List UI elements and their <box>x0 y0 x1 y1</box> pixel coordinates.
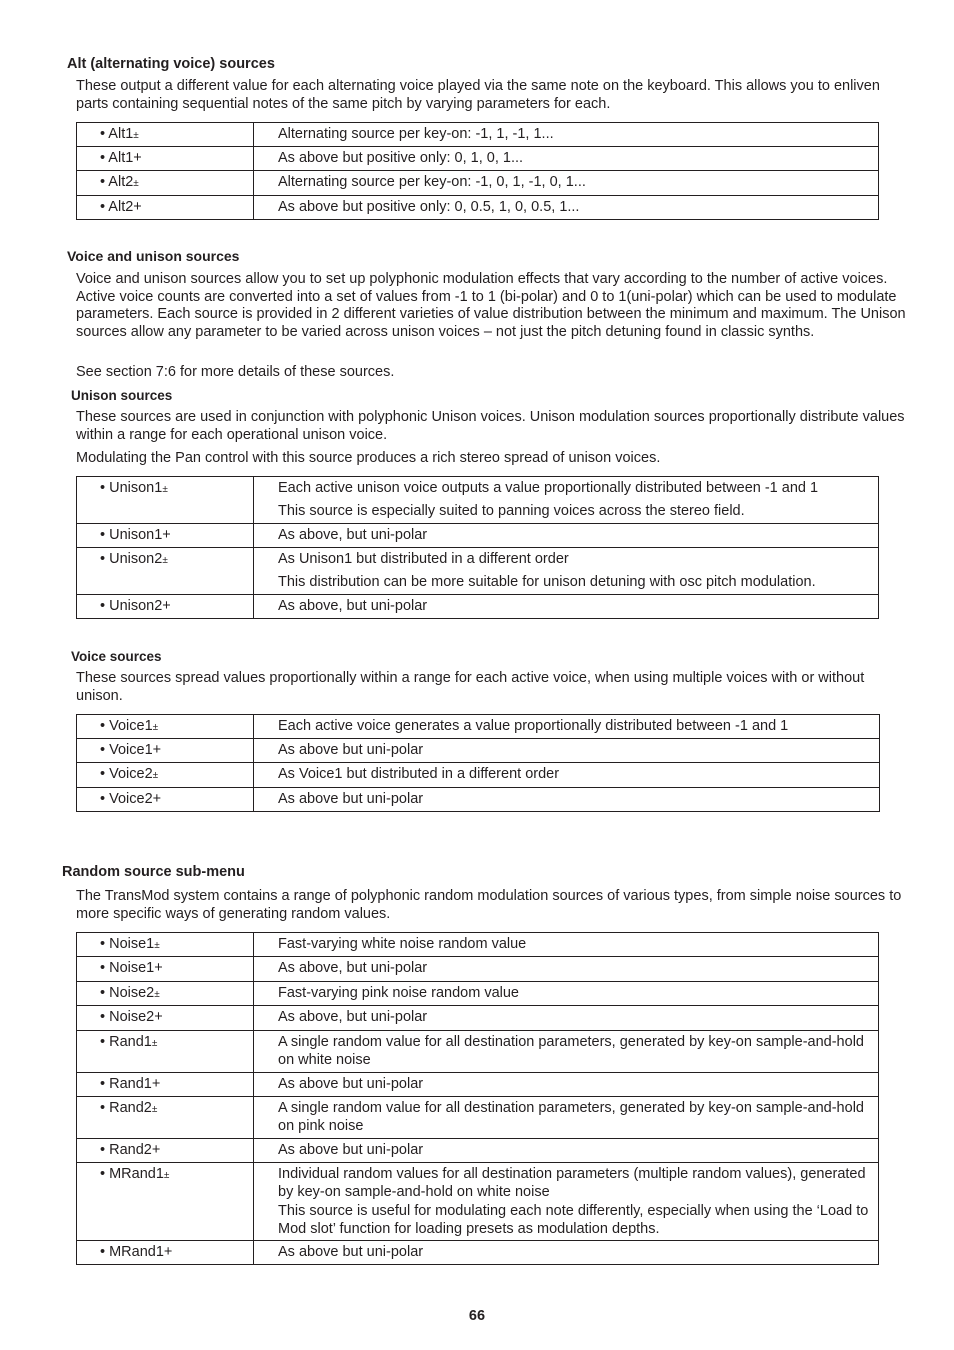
source-description: This distribution can be more suitable for unison detuning with osc pitch modulation. <box>278 573 816 590</box>
source-description-cell <box>254 524 879 548</box>
source-name: • Rand1 <box>100 1034 152 1050</box>
source-description-cell <box>254 147 879 171</box>
source-name: • Voice1 <box>100 718 153 734</box>
source-name-cell <box>77 1139 254 1163</box>
table-row <box>77 739 880 763</box>
source-description-cell <box>254 1006 879 1031</box>
source-name-cell <box>77 1031 254 1073</box>
polarity-symbol: ± <box>151 1104 158 1115</box>
source-description: As above but uni-polar <box>278 742 424 758</box>
source-name: • Unison1 <box>100 480 163 496</box>
source-description: As above but positive only: 0, 1, 0, 1... <box>278 150 524 166</box>
source-name: • Alt2+ <box>100 199 142 215</box>
source-description-cell <box>254 595 879 619</box>
source-description: Fast-varying white noise random value <box>278 936 527 952</box>
table-row <box>77 1073 879 1097</box>
source-name: • Rand1+ <box>100 1076 161 1092</box>
source-name: • Noise1+ <box>100 960 163 976</box>
source-name-cell <box>77 196 254 220</box>
polarity-symbol: ± <box>133 178 139 189</box>
source-name: • Unison2+ <box>100 598 171 614</box>
source-description: As above, but uni-polar <box>278 598 428 614</box>
table-row <box>77 1006 879 1031</box>
source-name-cell <box>77 739 254 763</box>
unison-intro-1: These sources are used in conjunction with polyphonic Unison voices. Unison modulation sources proportionally distribute values within a range for each operational unison voice. <box>76 409 905 443</box>
source-description-cell <box>254 763 880 788</box>
source-name: • Alt1+ <box>100 150 142 166</box>
table-row <box>77 957 879 982</box>
source-description: Alternating source per key-on: -1, 1, -1, 1... <box>278 126 554 142</box>
source-name: • Unison1+ <box>100 527 171 543</box>
source-description-cell <box>254 123 879 147</box>
polarity-symbol: ± <box>162 484 168 495</box>
table-row <box>77 715 880 739</box>
source-description-cell <box>254 1163 879 1241</box>
source-description: As above but uni-polar <box>278 791 424 807</box>
alt-table-body <box>77 123 879 220</box>
random-heading: Random source sub-menu <box>62 864 245 880</box>
source-name: • Rand2+ <box>100 1142 161 1158</box>
source-description-cell <box>254 1241 879 1265</box>
source-description-cell <box>254 982 879 1006</box>
source-description-cell <box>254 1031 879 1073</box>
voice-unison-intro: Voice and unison sources allow you to set up polyphonic modulation effects that vary according to the number of active voices. Active voice counts are converted into a set of values from -1 to 1 (bi-polar) and 0 to 1(uni-polar) which can be used to modulate parameters. Each source is provided in 2 different varieties of value distribution between the minimum and maximum. The Unison sources allow any parameter to be varied across unison voices – not just the pitch detuning found in classic synths. <box>76 271 906 340</box>
source-description: A single random value for all destination parameters, generated by key-on sample-and-hold on white noise <box>278 1034 864 1068</box>
page-number: 66 <box>468 1308 486 1324</box>
source-name: • Voice2 <box>100 766 153 782</box>
source-name: • Noise2 <box>100 985 155 1001</box>
source-description: As above but uni-polar <box>278 1076 424 1092</box>
random-intro: The TransMod system contains a range of polyphonic random modulation sources of various types, from simple noise sources to more specific ways of generating random values. <box>76 888 902 922</box>
table-row <box>77 1163 879 1241</box>
table-row <box>77 147 879 171</box>
source-name-cell <box>77 715 254 739</box>
table-row <box>77 788 880 812</box>
random-table <box>76 932 879 1265</box>
source-name-cell <box>77 788 254 812</box>
source-name: • Alt1 <box>100 126 134 142</box>
source-description: This source is especially suited to panning voices across the stereo field. <box>278 502 745 519</box>
unison-intro-2: Modulating the Pan control with this source produces a rich stereo spread of unison voices. <box>76 450 661 466</box>
source-description: As above but uni-polar <box>278 1244 424 1260</box>
table-row <box>77 1031 879 1073</box>
polarity-symbol: ± <box>152 722 159 733</box>
source-description-cell <box>254 715 880 739</box>
alt-intro: These output a different value for each alternating voice played via the same note on the keyboard. This allows you to enliven parts containing sequential notes of the same pitch by varying parameters for each. <box>76 78 880 112</box>
source-description: As above, but uni-polar <box>278 960 428 976</box>
source-name: • Noise2+ <box>100 1009 163 1025</box>
source-description: As above but positive only: 0, 0.5, 1, 0, 0.5, 1... <box>278 199 580 215</box>
source-description-cell <box>254 477 879 524</box>
source-name: • Noise1 <box>100 936 155 952</box>
table-row <box>77 595 879 619</box>
source-description: As Voice1 but distributed in a different order <box>278 766 560 782</box>
table-row <box>77 171 879 196</box>
source-name-cell <box>77 123 254 147</box>
source-description-cell <box>254 1139 879 1163</box>
source-name-cell <box>77 763 254 788</box>
source-description: As above, but uni-polar <box>278 1009 428 1025</box>
polarity-symbol: ± <box>152 770 159 781</box>
unison-table <box>76 476 879 619</box>
source-description: As above but uni-polar <box>278 1142 424 1158</box>
source-name-cell <box>77 1163 254 1241</box>
voice-table-body <box>77 715 880 812</box>
polarity-symbol: ± <box>133 130 139 141</box>
table-row <box>77 196 879 220</box>
polarity-symbol: ± <box>154 989 160 1000</box>
alt-heading: Alt (alternating voice) sources <box>67 56 275 72</box>
source-name: • Voice2+ <box>100 791 162 807</box>
polarity-symbol: ± <box>151 1038 158 1049</box>
source-description: Individual random values for all destination parameters (multiple random values), generated by key-on sample-and-hold on white noise <box>278 1166 866 1200</box>
source-description: Each active unison voice outputs a value proportionally distributed between -1 and 1 <box>278 480 819 496</box>
source-name: • MRand1+ <box>100 1244 173 1260</box>
table-row <box>77 123 879 147</box>
polarity-symbol: ± <box>163 1170 170 1181</box>
unison-heading: Unison sources <box>71 388 173 403</box>
polarity-symbol: ± <box>162 555 168 566</box>
source-name-cell <box>77 1073 254 1097</box>
source-name-cell <box>77 524 254 548</box>
table-row <box>77 524 879 548</box>
source-name-cell <box>77 957 254 982</box>
source-description-cell <box>254 957 879 982</box>
source-description-cell <box>254 788 880 812</box>
alt-table <box>76 122 879 220</box>
source-description-cell <box>254 739 880 763</box>
table-row <box>77 1097 879 1139</box>
source-description: As above, but uni-polar <box>278 527 428 543</box>
source-description-cell <box>254 933 879 957</box>
source-name: • Rand2 <box>100 1100 152 1116</box>
source-name-cell <box>77 147 254 171</box>
source-name-cell <box>77 1097 254 1139</box>
polarity-symbol: ± <box>154 940 160 951</box>
table-row <box>77 477 879 524</box>
source-name-cell <box>77 548 254 595</box>
voice-heading: Voice sources <box>71 649 162 664</box>
voice-unison-heading: Voice and unison sources <box>67 248 240 264</box>
source-name-cell <box>77 982 254 1006</box>
source-description: As Unison1 but distributed in a different order <box>278 551 569 567</box>
source-description-cell <box>254 1097 879 1139</box>
source-name-cell <box>77 171 254 196</box>
source-name: • Unison2 <box>100 551 163 567</box>
source-description: Alternating source per key-on: -1, 0, 1, -1, 0, 1... <box>278 174 586 190</box>
source-name: • Alt2 <box>100 174 134 190</box>
unison-table-body <box>77 477 879 619</box>
source-description: Fast-varying pink noise random value <box>278 985 519 1001</box>
table-row <box>77 548 879 595</box>
source-description-cell <box>254 171 879 196</box>
source-name-cell <box>77 933 254 957</box>
source-name-cell <box>77 1241 254 1265</box>
voice-table <box>76 714 880 812</box>
source-name-cell <box>77 595 254 619</box>
table-row <box>77 763 880 788</box>
table-row <box>77 982 879 1006</box>
source-name-cell <box>77 1006 254 1031</box>
voice-intro: These sources spread values proportionally within a range for each active voice, when using multiple voices with or without unison. <box>76 670 865 704</box>
source-description-cell <box>254 1073 879 1097</box>
source-description: Each active voice generates a value proportionally distributed between -1 and 1 <box>278 718 789 734</box>
random-table-body <box>77 933 879 1265</box>
source-description: This source is useful for modulating each note differently, especially when using the ‘Load to Mod slot’ function for loading presets as modulation depths. <box>278 1203 869 1237</box>
table-row <box>77 933 879 957</box>
source-description-cell <box>254 196 879 220</box>
source-description-cell <box>254 548 879 595</box>
table-row <box>77 1241 879 1265</box>
voice-unison-see-also: See section 7:6 for more details of these sources. <box>76 364 395 380</box>
source-description: A single random value for all destination parameters, generated by key-on sample-and-hold on pink noise <box>278 1100 864 1134</box>
source-name: • MRand1 <box>100 1166 164 1182</box>
table-row <box>77 1139 879 1163</box>
source-name: • Voice1+ <box>100 742 162 758</box>
source-name-cell <box>77 477 254 524</box>
